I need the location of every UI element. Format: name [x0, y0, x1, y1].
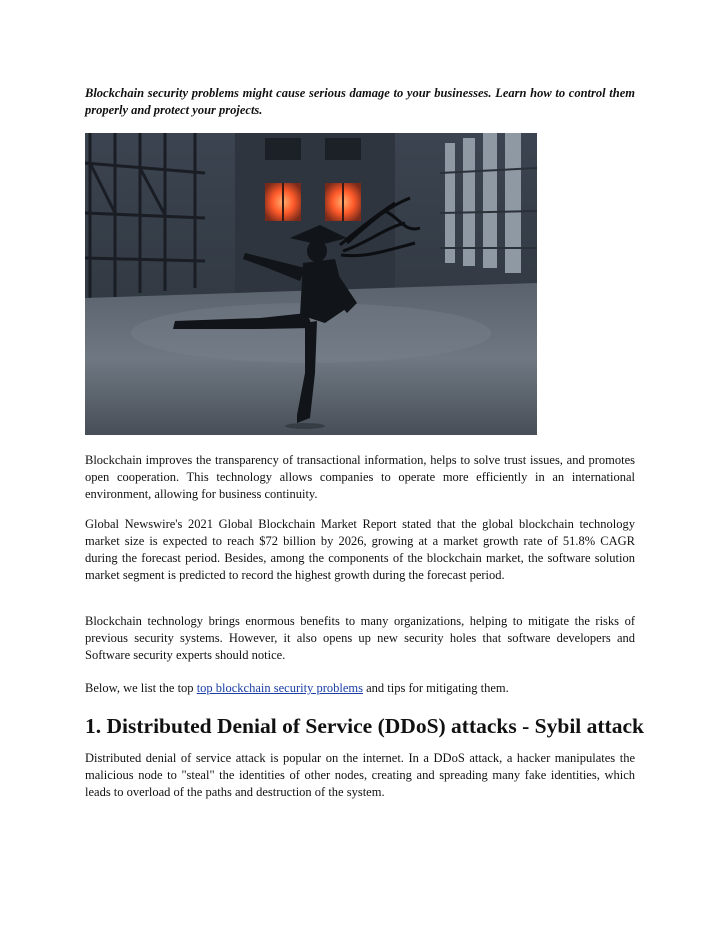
paragraph-ddos: Distributed denial of service attack is popular on the internet. In a DDoS attack, a hacker manipulates the malicious node to "steal" the identities of other nodes, creating and spreading many fake identities, which leads to overload of the paths and destruction of the system. — [85, 751, 635, 799]
paragraph-benefits: Blockchain technology brings enormous benefits to many organizations, helping to mitigate the risks of previous security systems. However, it also opens up new security holes that software developers and Software security experts should notice. — [85, 614, 635, 662]
paragraph-transparency: Blockchain improves the transparency of transactional information, helps to solve trust issues, and promotes open cooperation. This technology allows companies to operate more efficiently in an international environment, allowing for business continuity. — [85, 453, 635, 501]
hero-photo — [85, 133, 537, 435]
security-problems-link[interactable]: top blockchain security problems — [196, 681, 363, 695]
paragraph-market-report: Global Newswire's 2021 Global Blockchain Market Report stated that the global blockchain technology market size is expected to reach $72 billion by 2026, growing at a market growth rate of 51.8% CAGR during the forecast period. Besides, among the components of the blockchain market, the software solution market segment is predicted to record the highest growth during the forecast period. — [85, 517, 635, 582]
list-intro-before: Below, we list the top — [85, 681, 197, 695]
paragraph-list-intro — [85, 680, 635, 697]
section-heading-ddos: 1. Distributed Denial of Service (DDoS) attacks - Sybil attack — [85, 714, 644, 738]
list-intro-after: and tips for mitigating them. — [362, 681, 509, 695]
intro-text: Blockchain security problems might cause serious damage to your businesses. Learn how to control them properly and protect your projects. — [85, 86, 635, 117]
